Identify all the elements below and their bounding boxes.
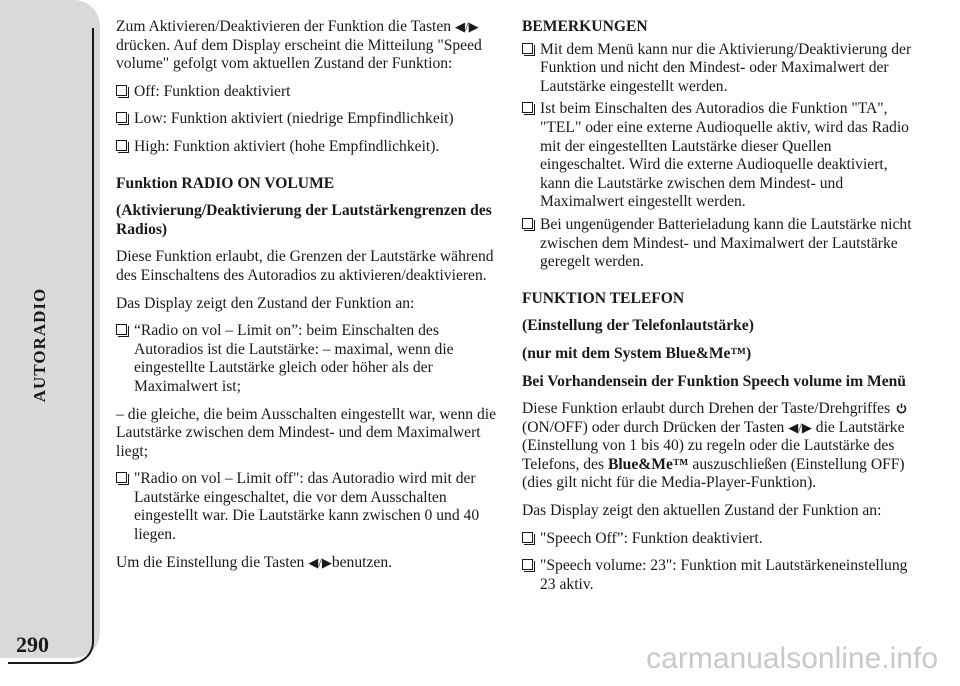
checkbox-bullet-icon — [522, 102, 533, 113]
arrow-keys-icon: ◀/▶ — [308, 554, 332, 570]
list-item: “Radio on vol – Limit on”: beim Einschalten des Autoradios ist die Lautstärke: – maximal, wenn die eingestellte Lautstärke gleich oder höher als der Maximalwert ist; — [116, 322, 508, 396]
section-subheading: (nur mit dem System Blue&Me™) — [522, 344, 752, 362]
section-heading: FUNKTION TELEFON — [522, 289, 685, 307]
checkbox-bullet-icon — [116, 140, 127, 151]
paragraph: Um die Einstellung die Tasten ◀/▶benutzen. — [116, 553, 393, 571]
notes-heading: BEMERKUNGEN — [522, 18, 648, 35]
intro-paragraph: Zum Aktivieren/Deaktivieren der Funktion die Tasten ◀/▶ drücken. Auf dem Display erscheint die Mitteilung "Speed volume" gefolgt vom aktuellen Zustand der Funktion: — [116, 18, 482, 73]
power-icon — [896, 401, 907, 412]
right-column — [522, 18, 914, 603]
checkbox-bullet-icon — [116, 472, 127, 483]
paragraph: Das Display zeigt den Zustand der Funktion an: — [116, 294, 415, 312]
section-label: AUTORADIO — [30, 287, 49, 403]
list-item: "Radio on vol – Limit off": das Autoradio wird mit der Lautstärke eingeschaltet, die vor dem Ausschalten eingestellt war. Die Lautstärke kann zwischen 0 und 40 liegen. — [116, 470, 508, 544]
list-item: Ist beim Einschalten des Autoradios die Funktion "TA", "TEL" oder eine externe Audioquelle aktiv, wird das Radio mit der eingestellten Lautstärke dieser Quellen eingeschaltet. Wird die externe Audioquelle deaktiviert, kann die Lautstärke zwischen dem Mindest- und Maximalwert eingestellt werden. — [522, 100, 914, 212]
list-item: "Speech Off”: Funktion deaktiviert. — [522, 530, 914, 549]
paragraph: Das Display zeigt den aktuellen Zustand der Funktion an: — [522, 502, 882, 520]
checkbox-bullet-icon — [522, 218, 533, 229]
watermark: carmanualsonline.info — [646, 642, 938, 675]
checkbox-bullet-icon — [522, 43, 533, 54]
list-item: High: Funktion aktiviert (hohe Empfindlichkeit). — [116, 138, 508, 157]
checkbox-bullet-icon — [116, 85, 127, 96]
page-number: 290 — [16, 632, 49, 657]
list-item: Mit dem Menü kann nur die Aktivierung/Deaktivierung der Funktion und nicht den Mindest- oder Maximalwert der Lautstärke eingestellt werden. — [522, 41, 914, 97]
section-subheading: (Aktivierung/Deaktivierung der Lautstärkengrenzen des Radios) — [116, 202, 492, 238]
paragraph: Diese Funktion erlaubt durch Drehen der Taste/Drehgriffes (ON/OFF) oder durch Drücken der Tasten ◀/▶ die Lautstärke (Einstellung von 1 bis 40) zu regeln oder die Lautstärke des Telefons, des Blue&Me™ auszuschließen (Einstellung OFF) (dies gilt nicht für die Media-Player-Funktion). — [522, 400, 914, 493]
paragraph: Diese Funktion erlaubt, die Grenzen der Lautstärke während des Einschaltens des Autoradios zu aktivieren/deaktivieren. — [116, 248, 494, 284]
list-item: Off: Funktion deaktiviert — [116, 83, 508, 102]
checkbox-bullet-icon — [522, 559, 533, 570]
chapter-sidebar — [0, 0, 100, 658]
checkbox-bullet-icon — [116, 324, 127, 335]
list-item: Bei ungenügender Batterieladung kann die Lautstärke nicht zwischen dem Mindest- und Maximalwert der Lautstärke geregelt werden. — [522, 216, 914, 272]
checkbox-bullet-icon — [522, 532, 533, 543]
checkbox-bullet-icon — [116, 112, 127, 123]
list-item: Low: Funktion aktiviert (niedrige Empfindlichkeit) — [116, 110, 508, 129]
section-subheading: Bei Vorhandensein der Funktion Speech volume im Menü — [522, 372, 906, 390]
section-heading: Funktion RADIO ON VOLUME — [116, 174, 335, 192]
section-subheading: (Einstellung der Telefonlautstärke) — [522, 317, 754, 335]
left-column — [116, 18, 508, 581]
arrow-keys-icon: ◀/▶ — [788, 419, 812, 435]
sidebar-frame — [8, 28, 94, 664]
arrow-keys-icon: ◀/▶ — [455, 19, 479, 34]
list-item: "Speech volume: 23": Funktion mit Lautstärkeneinstellung 23 aktiv. — [522, 557, 914, 594]
paragraph: – die gleiche, die beim Ausschalten eingestellt war, wenn die Lautstärke zwischen dem Mindest- und dem Maximalwert liegt; — [116, 405, 497, 460]
